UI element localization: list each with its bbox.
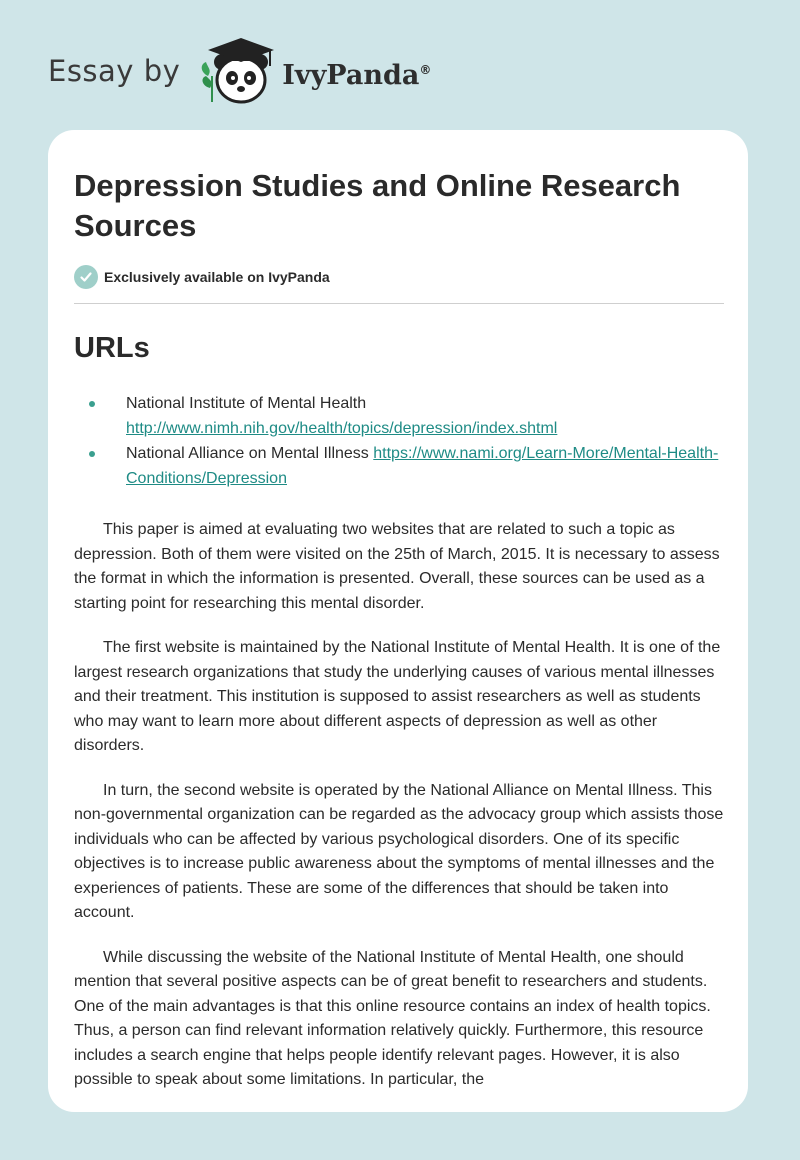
exclusive-badge-label: Exclusively available on IvyPanda	[104, 269, 330, 285]
registered-mark: ®	[419, 62, 432, 77]
panda-logo-icon	[194, 36, 278, 106]
list-item	[74, 441, 724, 491]
source-name: National Alliance on Mental Illness	[126, 445, 369, 462]
page-title: Depression Studies and Online Research Sources	[74, 168, 681, 243]
essay-by-label: Essay by	[48, 54, 181, 88]
brand-name	[282, 60, 431, 91]
body-paragraph: This paper is aimed at evaluating two websites that are related to such a topic as depression. Both of them were visited on the 25th of March, 2015. It is necessary to assess the format in which the information is presented. Overall, these sources can be used as a starting point for researching this mental disorder.	[74, 521, 720, 612]
section-heading: URLs	[74, 332, 150, 364]
essay-card	[48, 130, 748, 1112]
bullet-icon	[89, 401, 95, 407]
source-link[interactable]: http://www.nimh.nih.gov/health/topics/depression/index.shtml	[126, 420, 558, 437]
brand-text: IvyPanda	[282, 59, 420, 91]
source-name: National Institute of Mental Health	[126, 395, 367, 412]
title-divider	[74, 303, 724, 304]
body-paragraph: While discussing the website of the National Institute of Mental Health, one should mention that several positive aspects can be of great benefit to researchers and students. One of the main advantages is that this online resource contains an index of health topics. Thus, a person can find relevant information relatively quickly. Furthermore, this resource includes a search engine that helps people identify relevant pages. However, it is also possible to speak about some limitations. In particular, the	[74, 948, 711, 1088]
source-list	[74, 391, 724, 491]
list-item	[74, 391, 724, 441]
check-icon	[74, 265, 98, 289]
bullet-icon	[89, 451, 95, 457]
essay-content	[74, 166, 724, 1093]
source-link[interactable]: https://www.nami.org/Learn-More/Mental-Health-Conditions/Depression	[126, 445, 719, 487]
body-paragraph: In turn, the second website is operated by the National Alliance on Mental Illness. This non-governmental organization can be regarded as the advocacy group which assists those individuals who can be affected by various psychological disorders. One of its specific objectives is to increase public awareness about the symptoms of mental illnesses and the experiences of patients. These are some of the differences that should be taken into account.	[74, 781, 724, 921]
body-paragraph: The first website is maintained by the National Institute of Mental Health. It is one of the largest research organizations that study the underlying causes of various mental illnesses and their treatment. This institution is supposed to assist researchers as well as students who may want to learn more about different aspects of depression as well as other disorders.	[74, 639, 721, 754]
exclusive-badge	[74, 265, 724, 289]
site-header	[48, 36, 431, 106]
